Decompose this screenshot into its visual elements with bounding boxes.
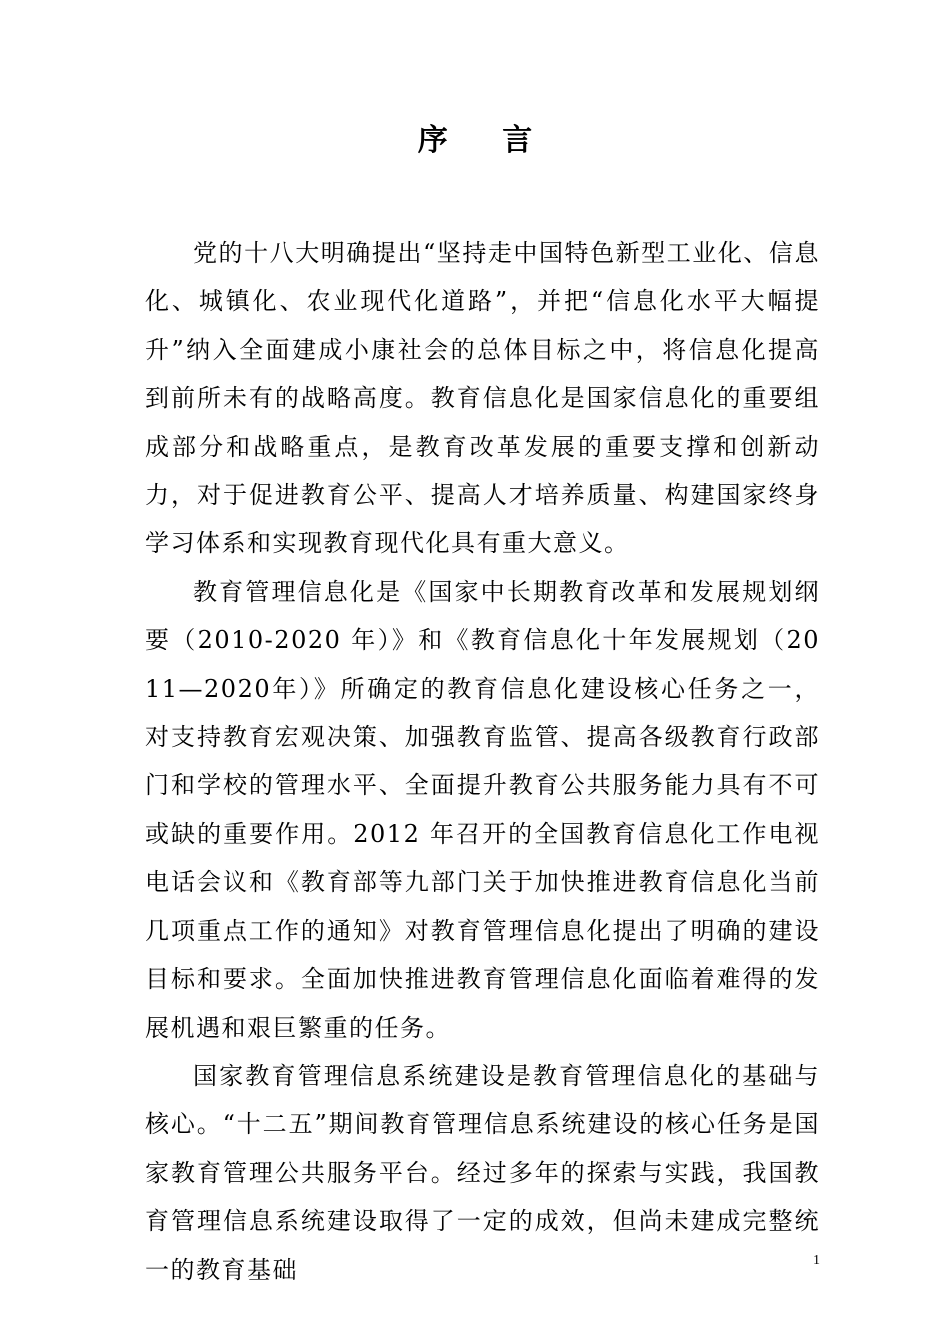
page-number: 1 bbox=[813, 1253, 820, 1268]
body-text bbox=[145, 229, 820, 1294]
paragraph-1: 党的十八大明确提出“坚持走中国特色新型工业化、信息化、城镇化、农业现代化道路”，并把“信息化水平大幅提升”纳入全面建成小康社会的总体目标之中，将信息化提高到前所未有的战略高度。教育信息化是国家信息化的重要组成部分和战略重点，是教育改革发展的重要支撑和创新动力，对于促进教育公平、提高人才培养质量、构建国家终身学习体系和实现教育现代化具有重大意义。 bbox=[145, 239, 820, 558]
page-title: 序 言 bbox=[417, 123, 555, 158]
paragraph-2: 教育管理信息化是《国家中长期教育改革和发展规划纲要（2010-2020 年）》和《教育信息化十年发展规划（2011—2020年）》所确定的教育信息化建设核心任务之一，对支持教育宏观决策、加强教育监管、提高各级教育行政部门和学校的管理水平、全面提升教育公共服务能力具有不可或缺的重要作用。2012 年召开的全国教育信息化工作电视电话会议和《教育部等九部门关于加快推进教育信息化当前几项重点工作的通知》对教育管理信息化提出了明确的建设目标和要求。全面加快推进教育管理信息化面临着难得的发展机遇和艰巨繁重的任务。 bbox=[145, 577, 820, 1042]
paragraph-3: 国家教育管理信息系统建设是教育管理信息化的基础与核心。“十二五”期间教育管理信息系统建设的核心任务是国家教育管理公共服务平台。经过多年的探索与实践，我国教育管理信息系统建设取得了一定的成效，但尚未建成完整统一的教育基础 bbox=[145, 1061, 820, 1284]
